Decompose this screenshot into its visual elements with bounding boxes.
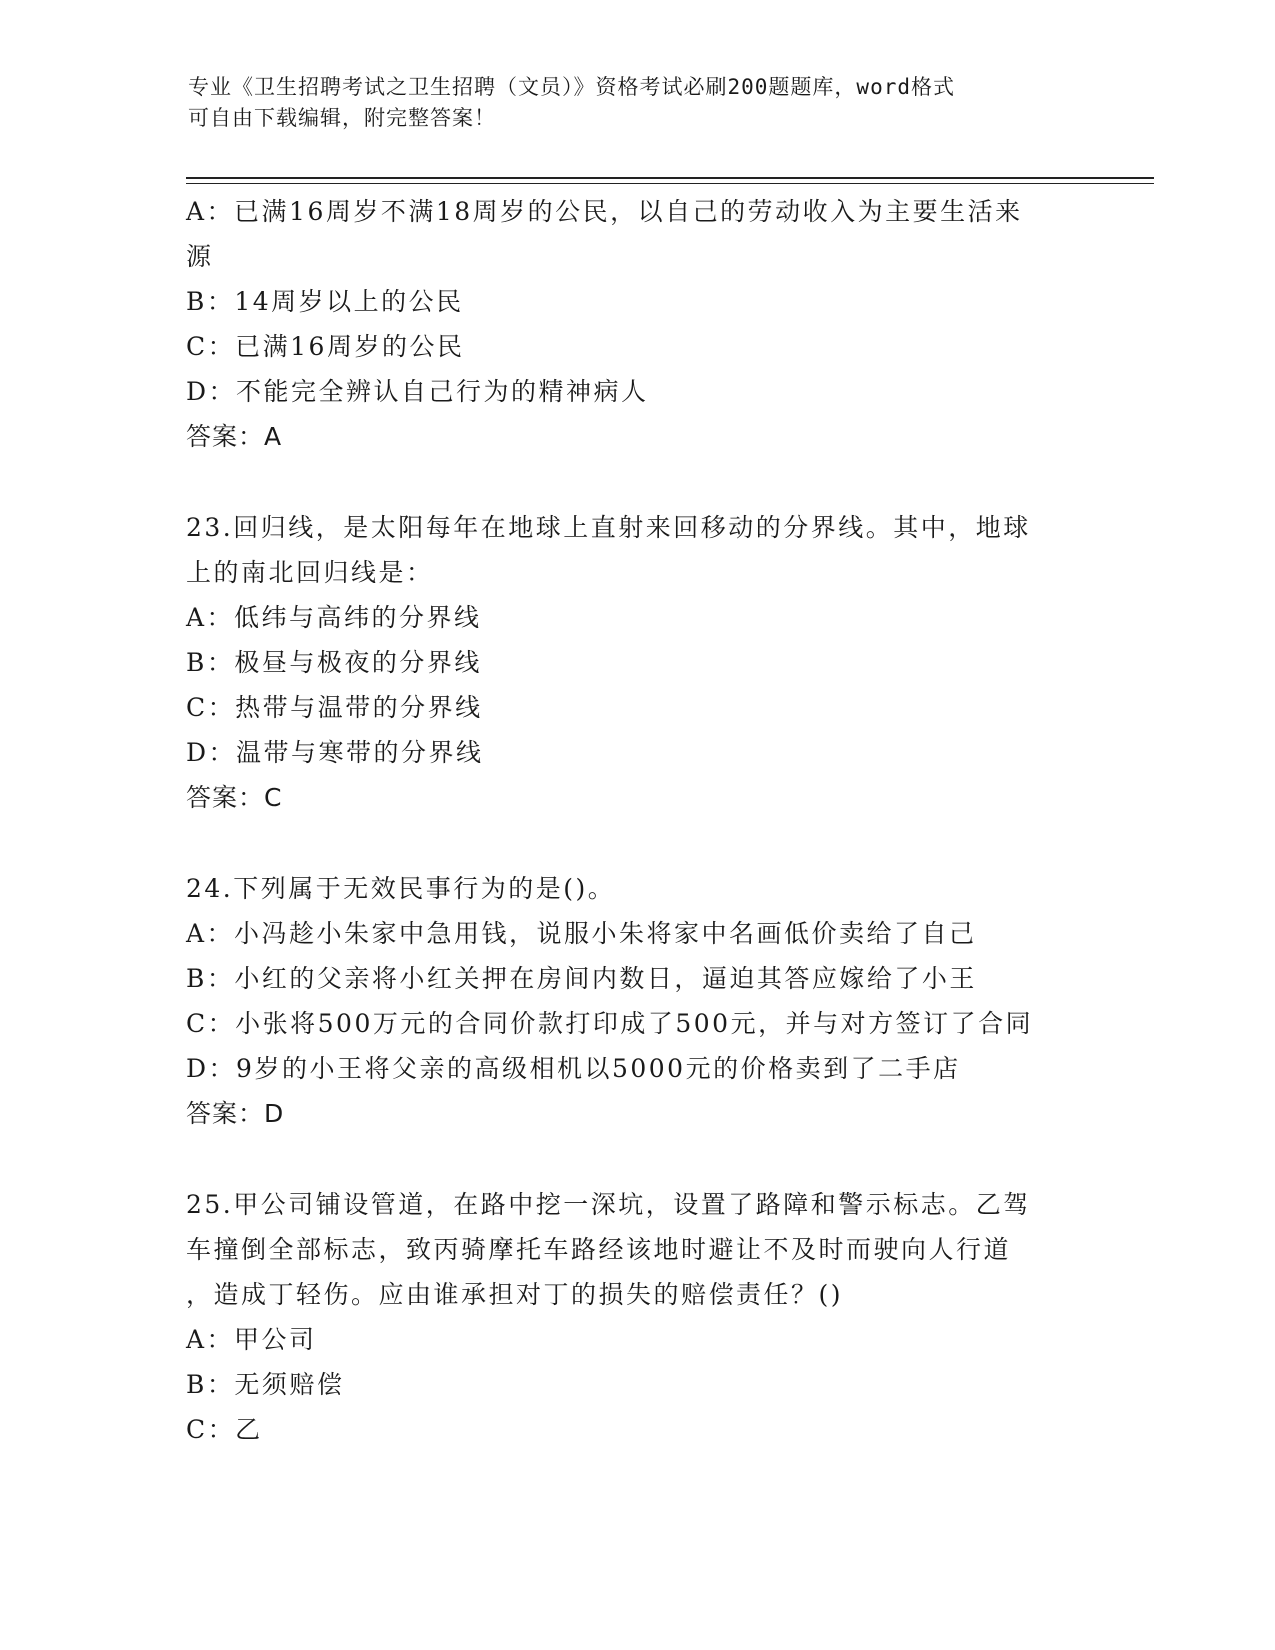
q23-option-c: C：热带与温带的分界线: [186, 693, 483, 722]
q23-answer: 答案：C: [186, 783, 283, 812]
document-header: [188, 72, 1068, 134]
q23-option-d: D：温带与寒带的分界线: [186, 738, 484, 767]
q25-stem-line-1: 25.甲公司铺设管道，在路中挖一深坑，设置了路障和警示标志。乙驾: [186, 1190, 1031, 1219]
q22-answer: 答案：A: [186, 422, 283, 451]
q25-stem-line-3: ，造成丁轻伤。应由谁承担对丁的损失的赔偿责任？(): [186, 1280, 844, 1309]
spacer: [186, 1136, 1086, 1182]
question-22: [186, 189, 1086, 459]
q24-option-b: B：小红的父亲将小红关押在房间内数日，逼迫其答应嫁给了小王: [186, 964, 977, 993]
q23-stem-line-2: 上的南北回归线是：: [186, 558, 434, 587]
spacer: [186, 459, 1086, 505]
q25-option-b: B：无须赔偿: [186, 1370, 345, 1399]
q23-option-a: A：低纬与高纬的分界线: [186, 603, 482, 632]
q25-option-a: A：甲公司: [186, 1325, 317, 1354]
q24-option-d: D：9岁的小王将父亲的高级相机以5000元的价格卖到了二手店: [186, 1054, 961, 1083]
header-rule-thin: [186, 183, 1154, 184]
q25-stem-line-2: 车撞倒全部标志，致丙骑摩托车路经该地时避让不及时而驶向人行道: [186, 1235, 1012, 1264]
spacer: [186, 820, 1086, 866]
q22-option-d: D：不能完全辨认自己行为的精神病人: [186, 377, 649, 406]
q23-option-b: B：极昼与极夜的分界线: [186, 648, 482, 677]
question-25: [186, 1182, 1086, 1452]
header-line-1: 专业《卫生招聘考试之卫生招聘（文员）》资格考试必刷200题题库，word格式: [188, 75, 955, 99]
q24-answer: 答案：D: [186, 1099, 285, 1128]
question-23: [186, 505, 1086, 820]
question-24: [186, 866, 1086, 1136]
header-rule-thick: [186, 177, 1154, 179]
q23-stem-line-1: 23.回归线，是太阳每年在地球上直射来回移动的分界线。其中，地球: [186, 513, 1031, 542]
q22-option-c: C：已满16周岁的公民: [186, 332, 465, 361]
document-body: [186, 189, 1086, 1452]
header-line-2: 可自由下载编辑，附完整答案！: [188, 106, 496, 130]
q22-option-b: B：14周岁以上的公民: [186, 287, 464, 316]
q24-option-c: C：小张将500万元的合同价款打印成了500元，并与对方签订了合同: [186, 1009, 1034, 1038]
q25-option-c: C：乙: [186, 1415, 263, 1444]
q24-option-a: A：小冯趁小朱家中急用钱，说服小朱将家中名画低价卖给了自己: [186, 919, 977, 948]
q24-stem: 24.下列属于无效民事行为的是()。: [186, 874, 616, 903]
q22-option-a-line-2: 源: [186, 242, 214, 271]
q22-option-a-line-1: A：已满16周岁不满18周岁的公民，以自己的劳动收入为主要生活来: [186, 197, 1023, 226]
